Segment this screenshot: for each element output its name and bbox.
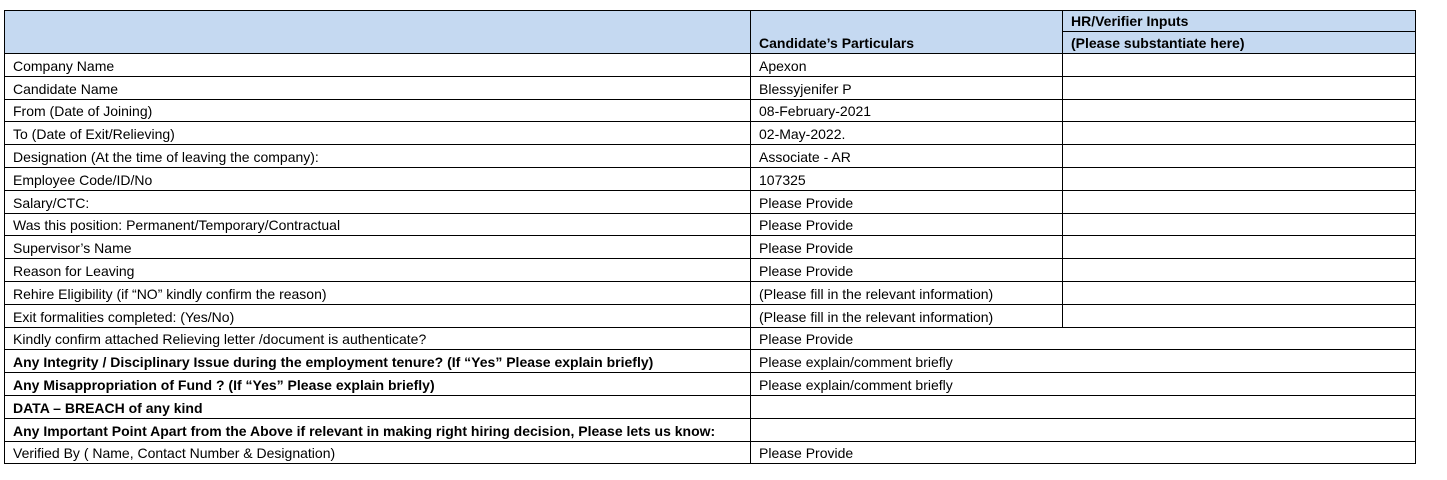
row-label: Was this position: Permanent/Temporary/Contractual (5, 213, 751, 236)
row-value: 08-February-2021 (751, 99, 1063, 122)
row-label: Candidate Name (5, 76, 751, 99)
header-row-top (5, 11, 1416, 32)
row-value: (Please fill in the relevant information) (751, 281, 1063, 304)
table-row (5, 167, 1416, 190)
row-value: Please explain/comment briefly (751, 350, 1416, 373)
row-value: Please Provide (751, 190, 1063, 213)
row-value: 02-May-2022. (751, 122, 1063, 145)
row-label: Company Name (5, 54, 751, 77)
row-label: Exit formalities completed: (Yes/No) (5, 304, 751, 327)
table-row (5, 145, 1416, 168)
row-value[interactable] (751, 418, 1416, 441)
row-verifier-input[interactable] (1063, 236, 1416, 259)
row-value: Please explain/comment briefly (751, 373, 1416, 396)
table-row (5, 259, 1416, 282)
row-label: Reason for Leaving (5, 259, 751, 282)
row-verifier-input[interactable] (1063, 122, 1416, 145)
row-label: Any Important Point Apart from the Above if relevant in making right hiring decision, Please lets us know: (5, 418, 751, 441)
table-row (5, 373, 1416, 396)
row-verifier-input[interactable] (1063, 213, 1416, 236)
row-label: Salary/CTC: (5, 190, 751, 213)
table-row (5, 304, 1416, 327)
row-label: Designation (At the time of leaving the company): (5, 145, 751, 168)
verification-table (4, 10, 1416, 464)
row-verifier-input[interactable] (1063, 145, 1416, 168)
row-label: Any Misappropriation of Fund ? (If “Yes” Please explain briefly) (5, 373, 751, 396)
row-label: To (Date of Exit/Relieving) (5, 122, 751, 145)
row-value: 107325 (751, 167, 1063, 190)
header-substantiate-note: (Please substantiate here) (1063, 32, 1416, 54)
table-row (5, 236, 1416, 259)
row-verifier-input[interactable] (1063, 259, 1416, 282)
row-verifier-input[interactable] (1063, 54, 1416, 77)
table-row (5, 122, 1416, 145)
table-row (5, 395, 1416, 418)
table-row (5, 418, 1416, 441)
table-row (5, 190, 1416, 213)
header-candidate-particulars: Candidate’s Particulars (751, 11, 1063, 54)
table-row (5, 327, 1416, 350)
row-label: From (Date of Joining) (5, 99, 751, 122)
row-label: Supervisor’s Name (5, 236, 751, 259)
row-verifier-input[interactable] (1063, 99, 1416, 122)
row-verifier-input[interactable] (1063, 304, 1416, 327)
row-value: Please Provide (751, 327, 1416, 350)
row-verifier-input[interactable] (1063, 167, 1416, 190)
header-hr-verifier-inputs: HR/Verifier Inputs (1063, 11, 1416, 32)
table-row (5, 99, 1416, 122)
row-label: Employee Code/ID/No (5, 167, 751, 190)
row-value: Apexon (751, 54, 1063, 77)
row-verifier-input[interactable] (1063, 281, 1416, 304)
row-label: Rehire Eligibility (if “NO” kindly confirm the reason) (5, 281, 751, 304)
table-row (5, 76, 1416, 99)
header-blank-cell (5, 11, 751, 54)
table-row (5, 441, 1416, 464)
row-label: Any Integrity / Disciplinary Issue during the employment tenure? (If “Yes” Please explain briefly) (5, 350, 751, 373)
row-verifier-input[interactable] (1063, 76, 1416, 99)
table-row (5, 54, 1416, 77)
row-label: DATA – BREACH of any kind (5, 395, 751, 418)
row-value: Please Provide (751, 213, 1063, 236)
row-label: Kindly confirm attached Relieving letter /document is authenticate? (5, 327, 751, 350)
row-value[interactable] (751, 395, 1416, 418)
row-verifier-input[interactable] (1063, 190, 1416, 213)
table-row (5, 281, 1416, 304)
row-value: Please Provide (751, 441, 1416, 464)
table-row (5, 350, 1416, 373)
row-value: (Please fill in the relevant information) (751, 304, 1063, 327)
row-value: Associate - AR (751, 145, 1063, 168)
row-value: Please Provide (751, 236, 1063, 259)
table-row (5, 213, 1416, 236)
row-value: Blessyjenifer P (751, 76, 1063, 99)
row-label: Verified By ( Name, Contact Number & Designation) (5, 441, 751, 464)
row-value: Please Provide (751, 259, 1063, 282)
